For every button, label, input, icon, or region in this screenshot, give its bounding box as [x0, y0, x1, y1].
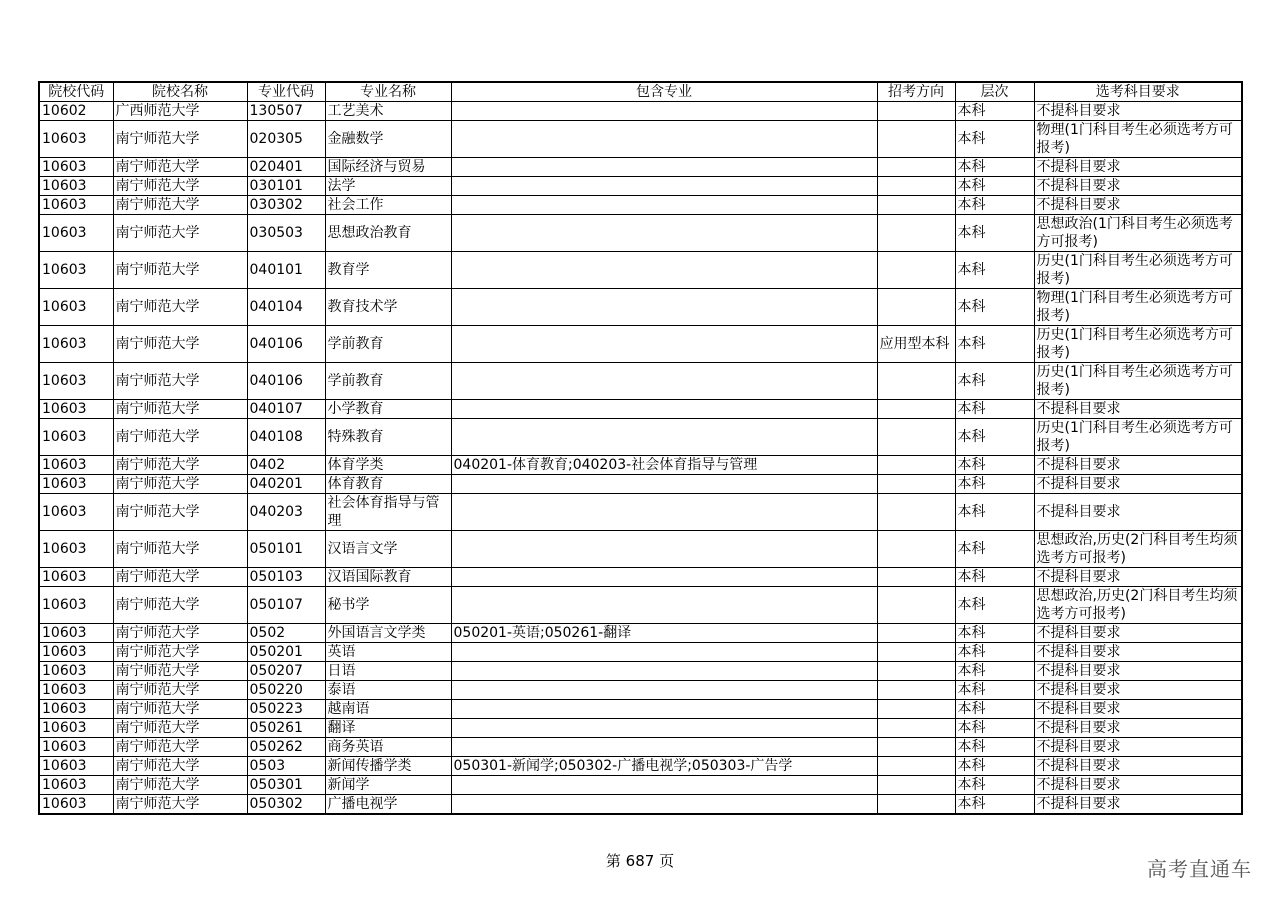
cell-major-name: 泰语	[325, 681, 451, 700]
cell-subject-requirement: 不提科目要求	[1034, 795, 1242, 815]
cell-included-majors	[451, 121, 877, 158]
cell-school-code: 10603	[39, 738, 113, 757]
cell-school-name: 南宁师范大学	[113, 456, 247, 475]
cell-school-name: 南宁师范大学	[113, 419, 247, 456]
cell-level: 本科	[955, 738, 1034, 757]
cell-major-name: 汉语言文学	[325, 531, 451, 568]
cell-major-code: 040107	[247, 400, 325, 419]
cell-major-code: 050103	[247, 568, 325, 587]
cell-school-code: 10603	[39, 700, 113, 719]
cell-subject-requirement: 不提科目要求	[1034, 158, 1242, 177]
cell-school-name: 南宁师范大学	[113, 400, 247, 419]
table-row	[39, 363, 1242, 400]
cell-major-code: 050262	[247, 738, 325, 757]
cell-school-name: 南宁师范大学	[113, 568, 247, 587]
cell-subject-requirement: 思想政治,历史(2门科目考生均须选考方可报考)	[1034, 531, 1242, 568]
cell-subject-requirement: 物理(1门科目考生必须选考方可报考)	[1034, 121, 1242, 158]
cell-school-name: 南宁师范大学	[113, 795, 247, 815]
cell-level: 本科	[955, 177, 1034, 196]
cell-direction	[877, 757, 955, 776]
cell-major-name: 社会体育指导与管理	[325, 494, 451, 531]
cell-school-name: 南宁师范大学	[113, 326, 247, 363]
cell-direction	[877, 102, 955, 121]
cell-level: 本科	[955, 700, 1034, 719]
cell-school-code: 10603	[39, 326, 113, 363]
cell-school-code: 10602	[39, 102, 113, 121]
cell-level: 本科	[955, 400, 1034, 419]
cell-school-code: 10603	[39, 475, 113, 494]
cell-level: 本科	[955, 215, 1034, 252]
cell-school-code: 10603	[39, 587, 113, 624]
header-school-code: 院校代码	[39, 82, 113, 102]
cell-school-code: 10603	[39, 776, 113, 795]
table-row	[39, 700, 1242, 719]
cell-direction: 应用型本科	[877, 326, 955, 363]
cell-major-code: 030503	[247, 215, 325, 252]
cell-level: 本科	[955, 326, 1034, 363]
cell-school-code: 10603	[39, 177, 113, 196]
cell-subject-requirement: 不提科目要求	[1034, 494, 1242, 531]
cell-major-code: 050302	[247, 795, 325, 815]
cell-major-name: 学前教育	[325, 326, 451, 363]
table-row	[39, 662, 1242, 681]
cell-included-majors	[451, 643, 877, 662]
table-row	[39, 624, 1242, 643]
cell-school-code: 10603	[39, 795, 113, 815]
header-school-name: 院校名称	[113, 82, 247, 102]
cell-major-code: 050223	[247, 700, 325, 719]
cell-direction	[877, 531, 955, 568]
cell-major-code: 030101	[247, 177, 325, 196]
cell-major-name: 金融数学	[325, 121, 451, 158]
cell-subject-requirement: 历史(1门科目考生必须选考方可报考)	[1034, 419, 1242, 456]
cell-major-name: 国际经济与贸易	[325, 158, 451, 177]
cell-level: 本科	[955, 121, 1034, 158]
cell-school-name: 南宁师范大学	[113, 158, 247, 177]
cell-level: 本科	[955, 681, 1034, 700]
cell-major-code: 040106	[247, 363, 325, 400]
table-row	[39, 215, 1242, 252]
cell-included-majors	[451, 102, 877, 121]
cell-school-code: 10603	[39, 363, 113, 400]
cell-school-code: 10603	[39, 215, 113, 252]
cell-included-majors	[451, 568, 877, 587]
table-header-row	[39, 82, 1242, 102]
cell-major-code: 020305	[247, 121, 325, 158]
cell-direction	[877, 419, 955, 456]
cell-major-name: 英语	[325, 643, 451, 662]
cell-school-name: 南宁师范大学	[113, 363, 247, 400]
cell-school-name: 南宁师范大学	[113, 662, 247, 681]
cell-direction	[877, 776, 955, 795]
cell-school-code: 10603	[39, 289, 113, 326]
cell-school-name: 南宁师范大学	[113, 624, 247, 643]
cell-subject-requirement: 思想政治(1门科目考生必须选考方可报考)	[1034, 215, 1242, 252]
table-row	[39, 326, 1242, 363]
table-body	[39, 102, 1242, 815]
cell-school-code: 10603	[39, 121, 113, 158]
cell-major-name: 体育教育	[325, 475, 451, 494]
cell-included-majors	[451, 738, 877, 757]
cell-level: 本科	[955, 531, 1034, 568]
header-subject-requirement: 选考科目要求	[1034, 82, 1242, 102]
cell-subject-requirement: 不提科目要求	[1034, 177, 1242, 196]
cell-school-name: 南宁师范大学	[113, 494, 247, 531]
table-row	[39, 795, 1242, 815]
cell-direction	[877, 456, 955, 475]
cell-subject-requirement: 不提科目要求	[1034, 196, 1242, 215]
cell-included-majors	[451, 252, 877, 289]
cell-school-name: 南宁师范大学	[113, 681, 247, 700]
cell-level: 本科	[955, 419, 1034, 456]
cell-included-majors	[451, 177, 877, 196]
table-row	[39, 738, 1242, 757]
cell-subject-requirement: 思想政治,历史(2门科目考生均须选考方可报考)	[1034, 587, 1242, 624]
cell-direction	[877, 252, 955, 289]
cell-included-majors	[451, 700, 877, 719]
cell-level: 本科	[955, 568, 1034, 587]
cell-level: 本科	[955, 643, 1034, 662]
table-row	[39, 102, 1242, 121]
cell-school-code: 10603	[39, 681, 113, 700]
cell-level: 本科	[955, 776, 1034, 795]
cell-school-code: 10603	[39, 252, 113, 289]
cell-included-majors	[451, 289, 877, 326]
cell-subject-requirement: 不提科目要求	[1034, 456, 1242, 475]
table-row	[39, 456, 1242, 475]
table-row	[39, 776, 1242, 795]
cell-direction	[877, 400, 955, 419]
cell-level: 本科	[955, 363, 1034, 400]
cell-major-code: 020401	[247, 158, 325, 177]
cell-major-name: 新闻学	[325, 776, 451, 795]
cell-direction	[877, 177, 955, 196]
cell-school-name: 南宁师范大学	[113, 196, 247, 215]
table-row	[39, 252, 1242, 289]
cell-level: 本科	[955, 475, 1034, 494]
cell-level: 本科	[955, 494, 1034, 531]
cell-included-majors: 050301-新闻学;050302-广播电视学;050303-广告学	[451, 757, 877, 776]
table-row	[39, 643, 1242, 662]
cell-included-majors	[451, 475, 877, 494]
table-row	[39, 719, 1242, 738]
cell-included-majors	[451, 494, 877, 531]
table-row	[39, 681, 1242, 700]
cell-major-code: 130507	[247, 102, 325, 121]
cell-subject-requirement: 不提科目要求	[1034, 700, 1242, 719]
cell-school-name: 南宁师范大学	[113, 289, 247, 326]
cell-direction	[877, 121, 955, 158]
cell-subject-requirement: 不提科目要求	[1034, 643, 1242, 662]
cell-major-name: 新闻传播学类	[325, 757, 451, 776]
cell-school-name: 南宁师范大学	[113, 757, 247, 776]
cell-major-name: 小学教育	[325, 400, 451, 419]
table-row	[39, 158, 1242, 177]
cell-major-name: 商务英语	[325, 738, 451, 757]
cell-subject-requirement: 不提科目要求	[1034, 102, 1242, 121]
cell-major-code: 040108	[247, 419, 325, 456]
page-number: 第 687 页	[605, 852, 675, 870]
cell-school-code: 10603	[39, 643, 113, 662]
cell-major-name: 教育技术学	[325, 289, 451, 326]
cell-major-code: 040104	[247, 289, 325, 326]
table-row	[39, 196, 1242, 215]
cell-direction	[877, 587, 955, 624]
cell-school-code: 10603	[39, 400, 113, 419]
cell-subject-requirement: 不提科目要求	[1034, 738, 1242, 757]
cell-school-code: 10603	[39, 568, 113, 587]
header-major-name: 专业名称	[325, 82, 451, 102]
cell-subject-requirement: 不提科目要求	[1034, 475, 1242, 494]
cell-level: 本科	[955, 587, 1034, 624]
cell-level: 本科	[955, 196, 1034, 215]
header-direction: 招考方向	[877, 82, 955, 102]
header-major-code: 专业代码	[247, 82, 325, 102]
cell-school-code: 10603	[39, 158, 113, 177]
table-row	[39, 419, 1242, 456]
cell-subject-requirement: 不提科目要求	[1034, 757, 1242, 776]
cell-school-name: 南宁师范大学	[113, 719, 247, 738]
cell-level: 本科	[955, 795, 1034, 815]
cell-subject-requirement: 不提科目要求	[1034, 681, 1242, 700]
cell-major-code: 040201	[247, 475, 325, 494]
cell-major-name: 秘书学	[325, 587, 451, 624]
cell-included-majors	[451, 215, 877, 252]
cell-major-code: 0502	[247, 624, 325, 643]
cell-level: 本科	[955, 289, 1034, 326]
cell-subject-requirement: 不提科目要求	[1034, 400, 1242, 419]
cell-level: 本科	[955, 456, 1034, 475]
cell-subject-requirement: 不提科目要求	[1034, 568, 1242, 587]
cell-direction	[877, 643, 955, 662]
table-row	[39, 177, 1242, 196]
cell-direction	[877, 719, 955, 738]
cell-direction	[877, 700, 955, 719]
cell-subject-requirement: 不提科目要求	[1034, 776, 1242, 795]
cell-included-majors: 050201-英语;050261-翻译	[451, 624, 877, 643]
cell-direction	[877, 196, 955, 215]
cell-major-name: 工艺美术	[325, 102, 451, 121]
cell-included-majors	[451, 719, 877, 738]
cell-subject-requirement: 不提科目要求	[1034, 624, 1242, 643]
cell-included-majors	[451, 681, 877, 700]
cell-included-majors	[451, 363, 877, 400]
table-row	[39, 289, 1242, 326]
cell-major-name: 体育学类	[325, 456, 451, 475]
cell-direction	[877, 662, 955, 681]
cell-major-name: 社会工作	[325, 196, 451, 215]
cell-school-code: 10603	[39, 662, 113, 681]
cell-included-majors	[451, 326, 877, 363]
cell-included-majors	[451, 158, 877, 177]
cell-school-name: 南宁师范大学	[113, 643, 247, 662]
cell-major-name: 学前教育	[325, 363, 451, 400]
cell-direction	[877, 795, 955, 815]
cell-school-name: 广西师范大学	[113, 102, 247, 121]
cell-school-code: 10603	[39, 719, 113, 738]
cell-school-code: 10603	[39, 624, 113, 643]
cell-direction	[877, 624, 955, 643]
table-row	[39, 475, 1242, 494]
cell-school-name: 南宁师范大学	[113, 252, 247, 289]
cell-level: 本科	[955, 252, 1034, 289]
cell-included-majors	[451, 587, 877, 624]
cell-direction	[877, 475, 955, 494]
cell-direction	[877, 681, 955, 700]
cell-direction	[877, 215, 955, 252]
cell-included-majors: 040201-体育教育;040203-社会体育指导与管理	[451, 456, 877, 475]
cell-included-majors	[451, 196, 877, 215]
cell-major-name: 法学	[325, 177, 451, 196]
brand-watermark: 高考直通车	[1147, 857, 1252, 881]
cell-school-name: 南宁师范大学	[113, 121, 247, 158]
cell-school-code: 10603	[39, 196, 113, 215]
cell-major-name: 特殊教育	[325, 419, 451, 456]
cell-included-majors	[451, 795, 877, 815]
cell-included-majors	[451, 662, 877, 681]
cell-major-name: 教育学	[325, 252, 451, 289]
table-row	[39, 757, 1242, 776]
cell-major-code: 050201	[247, 643, 325, 662]
cell-major-code: 0503	[247, 757, 325, 776]
cell-subject-requirement: 物理(1门科目考生必须选考方可报考)	[1034, 289, 1242, 326]
cell-school-name: 南宁师范大学	[113, 700, 247, 719]
table-row	[39, 587, 1242, 624]
cell-major-code: 050220	[247, 681, 325, 700]
cell-school-name: 南宁师范大学	[113, 531, 247, 568]
cell-direction	[877, 289, 955, 326]
cell-major-code: 050207	[247, 662, 325, 681]
cell-included-majors	[451, 531, 877, 568]
admissions-table	[38, 81, 1243, 815]
cell-subject-requirement: 历史(1门科目考生必须选考方可报考)	[1034, 326, 1242, 363]
cell-school-name: 南宁师范大学	[113, 177, 247, 196]
cell-direction	[877, 158, 955, 177]
cell-major-name: 日语	[325, 662, 451, 681]
cell-school-name: 南宁师范大学	[113, 215, 247, 252]
cell-major-code: 040203	[247, 494, 325, 531]
table-row	[39, 531, 1242, 568]
cell-included-majors	[451, 400, 877, 419]
cell-school-name: 南宁师范大学	[113, 475, 247, 494]
cell-school-code: 10603	[39, 494, 113, 531]
cell-major-name: 翻译	[325, 719, 451, 738]
cell-included-majors	[451, 419, 877, 456]
cell-direction	[877, 568, 955, 587]
cell-level: 本科	[955, 757, 1034, 776]
cell-major-code: 040106	[247, 326, 325, 363]
cell-school-code: 10603	[39, 757, 113, 776]
header-level: 层次	[955, 82, 1034, 102]
cell-major-code: 050261	[247, 719, 325, 738]
cell-direction	[877, 363, 955, 400]
table-row	[39, 494, 1242, 531]
cell-subject-requirement: 不提科目要求	[1034, 719, 1242, 738]
table-row	[39, 400, 1242, 419]
cell-major-code: 040101	[247, 252, 325, 289]
cell-level: 本科	[955, 662, 1034, 681]
cell-included-majors	[451, 776, 877, 795]
cell-school-code: 10603	[39, 419, 113, 456]
cell-major-name: 外国语言文学类	[325, 624, 451, 643]
cell-subject-requirement: 历史(1门科目考生必须选考方可报考)	[1034, 252, 1242, 289]
cell-major-code: 030302	[247, 196, 325, 215]
cell-direction	[877, 738, 955, 757]
cell-direction	[877, 494, 955, 531]
table-row	[39, 121, 1242, 158]
cell-major-name: 思想政治教育	[325, 215, 451, 252]
cell-school-code: 10603	[39, 531, 113, 568]
cell-major-code: 050301	[247, 776, 325, 795]
cell-subject-requirement: 不提科目要求	[1034, 662, 1242, 681]
cell-school-name: 南宁师范大学	[113, 776, 247, 795]
header-included-majors: 包含专业	[451, 82, 877, 102]
cell-level: 本科	[955, 102, 1034, 121]
cell-major-name: 广播电视学	[325, 795, 451, 815]
table-row	[39, 568, 1242, 587]
cell-major-code: 050101	[247, 531, 325, 568]
cell-major-name: 汉语国际教育	[325, 568, 451, 587]
cell-subject-requirement: 历史(1门科目考生必须选考方可报考)	[1034, 363, 1242, 400]
cell-major-name: 越南语	[325, 700, 451, 719]
cell-school-name: 南宁师范大学	[113, 587, 247, 624]
cell-major-code: 0402	[247, 456, 325, 475]
cell-level: 本科	[955, 158, 1034, 177]
cell-school-code: 10603	[39, 456, 113, 475]
cell-major-code: 050107	[247, 587, 325, 624]
cell-level: 本科	[955, 624, 1034, 643]
cell-level: 本科	[955, 719, 1034, 738]
cell-school-name: 南宁师范大学	[113, 738, 247, 757]
